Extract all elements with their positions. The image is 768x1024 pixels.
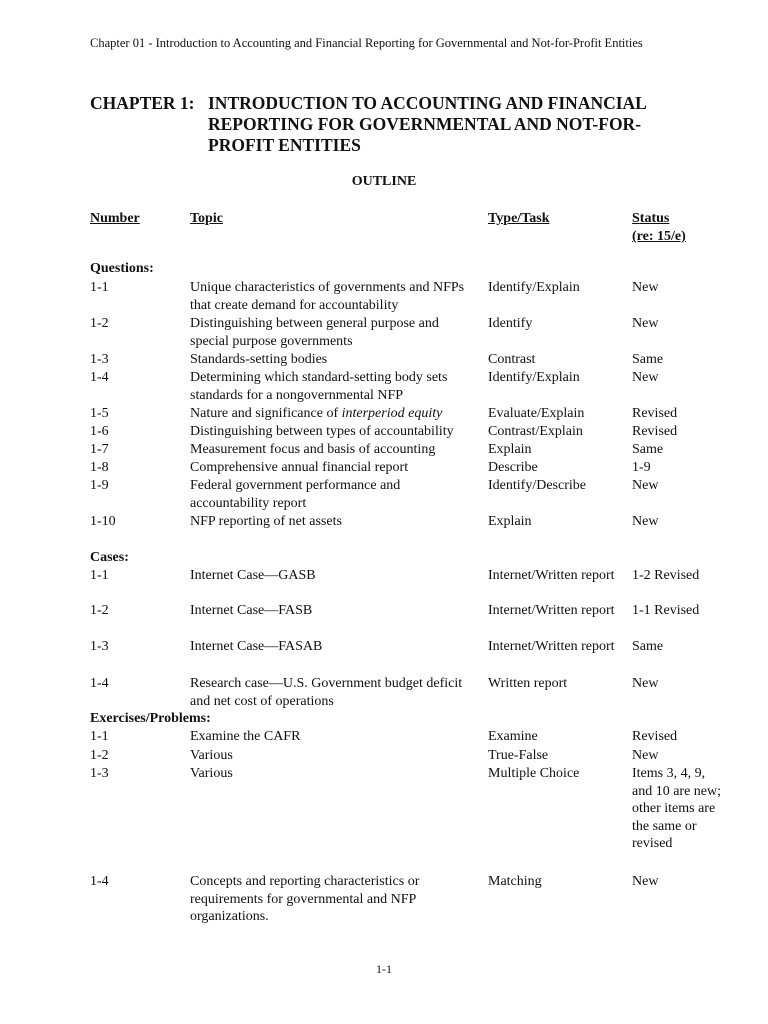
row-type: Internet/Written report: [488, 639, 615, 654]
chapter-title: INTRODUCTION TO ACCOUNTING AND FINANCIAL REPORTING FOR GOVERNMENTAL AND NOT-FOR-PROFIT ENTITIES: [208, 93, 646, 155]
row-number: 1-1: [90, 568, 109, 583]
row-topic-text: Nature and significance of: [190, 406, 342, 421]
row-number: 1-2: [90, 603, 109, 618]
row-topic: Measurement focus and basis of accounting: [190, 442, 436, 457]
row-type: Identify/Explain: [488, 370, 580, 385]
row-number: 1-8: [90, 460, 109, 475]
column-header-topic: Topic: [190, 211, 223, 226]
column-header-status-line2: (re: 15/e): [632, 229, 686, 244]
chapter-number: CHAPTER 1:: [90, 93, 195, 113]
row-number: 1-4: [90, 676, 109, 691]
row-type: Examine: [488, 729, 538, 744]
row-topic: Examine the CAFR: [190, 729, 301, 744]
row-type: Describe: [488, 460, 538, 475]
column-header-number: Number: [90, 211, 140, 226]
row-status: Revised: [632, 406, 678, 421]
row-topic: Various: [190, 748, 233, 763]
row-topic: Standards-setting bodies: [190, 352, 328, 367]
row-status: Same: [632, 639, 664, 654]
row-topic: Internet Case—FASB: [190, 603, 313, 618]
row-number: 1-1: [90, 729, 109, 744]
row-topic: Various: [190, 766, 233, 781]
row-topic: Comprehensive annual financial report: [190, 460, 409, 475]
row-number: 1-4: [90, 874, 109, 889]
column-header-status: [632, 210, 686, 246]
column-header-type: Type/Task: [488, 211, 550, 226]
row-status: Same: [632, 352, 664, 367]
row-topic: Concepts and reporting characteristics or requirements for governmental and NFP organizations.: [190, 874, 420, 924]
row-number: 1-2: [90, 748, 109, 763]
section-heading-questions: Questions:: [90, 261, 154, 276]
row-topic: Distinguishing between general purpose and special purpose governments: [190, 316, 439, 349]
column-header-status-line1: Status: [632, 211, 670, 226]
row-status: Items 3, 4, 9, and 10 are new; other items are the same or revised: [632, 766, 722, 851]
row-topic: Research case—U.S. Government budget deficit and net cost of operations: [190, 676, 463, 709]
row-status: Same: [632, 442, 664, 457]
row-topic: Unique characteristics of governments and NFPs that create demand for accountability: [190, 280, 465, 313]
row-status: New: [632, 748, 659, 763]
row-type: Identify/Describe: [488, 478, 586, 493]
row-number: 1-9: [90, 478, 109, 493]
row-type: Explain: [488, 442, 532, 457]
row-status: New: [632, 370, 659, 385]
row-number: 1-3: [90, 352, 109, 367]
row-status: Revised: [632, 424, 678, 439]
section-heading-cases: Cases:: [90, 550, 129, 565]
row-type: Matching: [488, 874, 542, 889]
row-number: 1-5: [90, 406, 109, 421]
running-header: Chapter 01 - Introduction to Accounting and Financial Reporting for Governmental and Not-for-Profit Entities: [90, 36, 643, 50]
row-status: 1-2 Revised: [632, 568, 700, 583]
section-heading-exercises: Exercises/Problems:: [90, 711, 211, 726]
row-status: New: [632, 874, 659, 889]
row-status: New: [632, 478, 659, 493]
row-type: Internet/Written report: [488, 568, 615, 583]
row-number: 1-1: [90, 280, 109, 295]
page-number: 1-1: [376, 962, 392, 976]
row-status: New: [632, 676, 659, 691]
row-type: Evaluate/Explain: [488, 406, 585, 421]
row-type: Contrast: [488, 352, 536, 367]
row-type: Explain: [488, 514, 532, 529]
row-number: 1-4: [90, 370, 109, 385]
row-number: 1-3: [90, 766, 109, 781]
row-type: Written report: [488, 676, 568, 691]
row-status: 1-1 Revised: [632, 603, 700, 618]
row-topic: Federal government performance and accountability report: [190, 478, 401, 511]
row-topic: Distinguishing between types of accountability: [190, 424, 454, 439]
row-status: 1-9: [632, 460, 651, 475]
row-number: 1-6: [90, 424, 109, 439]
row-topic: [190, 405, 480, 423]
row-type: Identify: [488, 316, 533, 331]
row-topic: NFP reporting of net assets: [190, 514, 342, 529]
row-topic: Internet Case—GASB: [190, 568, 316, 583]
row-type: True-False: [488, 748, 549, 763]
row-number: 1-7: [90, 442, 109, 457]
row-number: 1-2: [90, 316, 109, 331]
row-topic-emphasis: interperiod equity: [341, 406, 443, 421]
row-type: Contrast/Explain: [488, 424, 583, 439]
row-type: Multiple Choice: [488, 766, 580, 781]
row-status: New: [632, 316, 659, 331]
row-status: Revised: [632, 729, 678, 744]
row-status: New: [632, 280, 659, 295]
row-type: Internet/Written report: [488, 603, 615, 618]
row-topic: Determining which standard-setting body sets standards for a nongovernmental NFP: [190, 370, 448, 403]
row-topic: Internet Case—FASAB: [190, 639, 323, 654]
outline-title: OUTLINE: [351, 174, 417, 189]
row-type: Identify/Explain: [488, 280, 580, 295]
row-number: 1-3: [90, 639, 109, 654]
row-number: 1-10: [90, 514, 116, 529]
row-status: New: [632, 514, 659, 529]
